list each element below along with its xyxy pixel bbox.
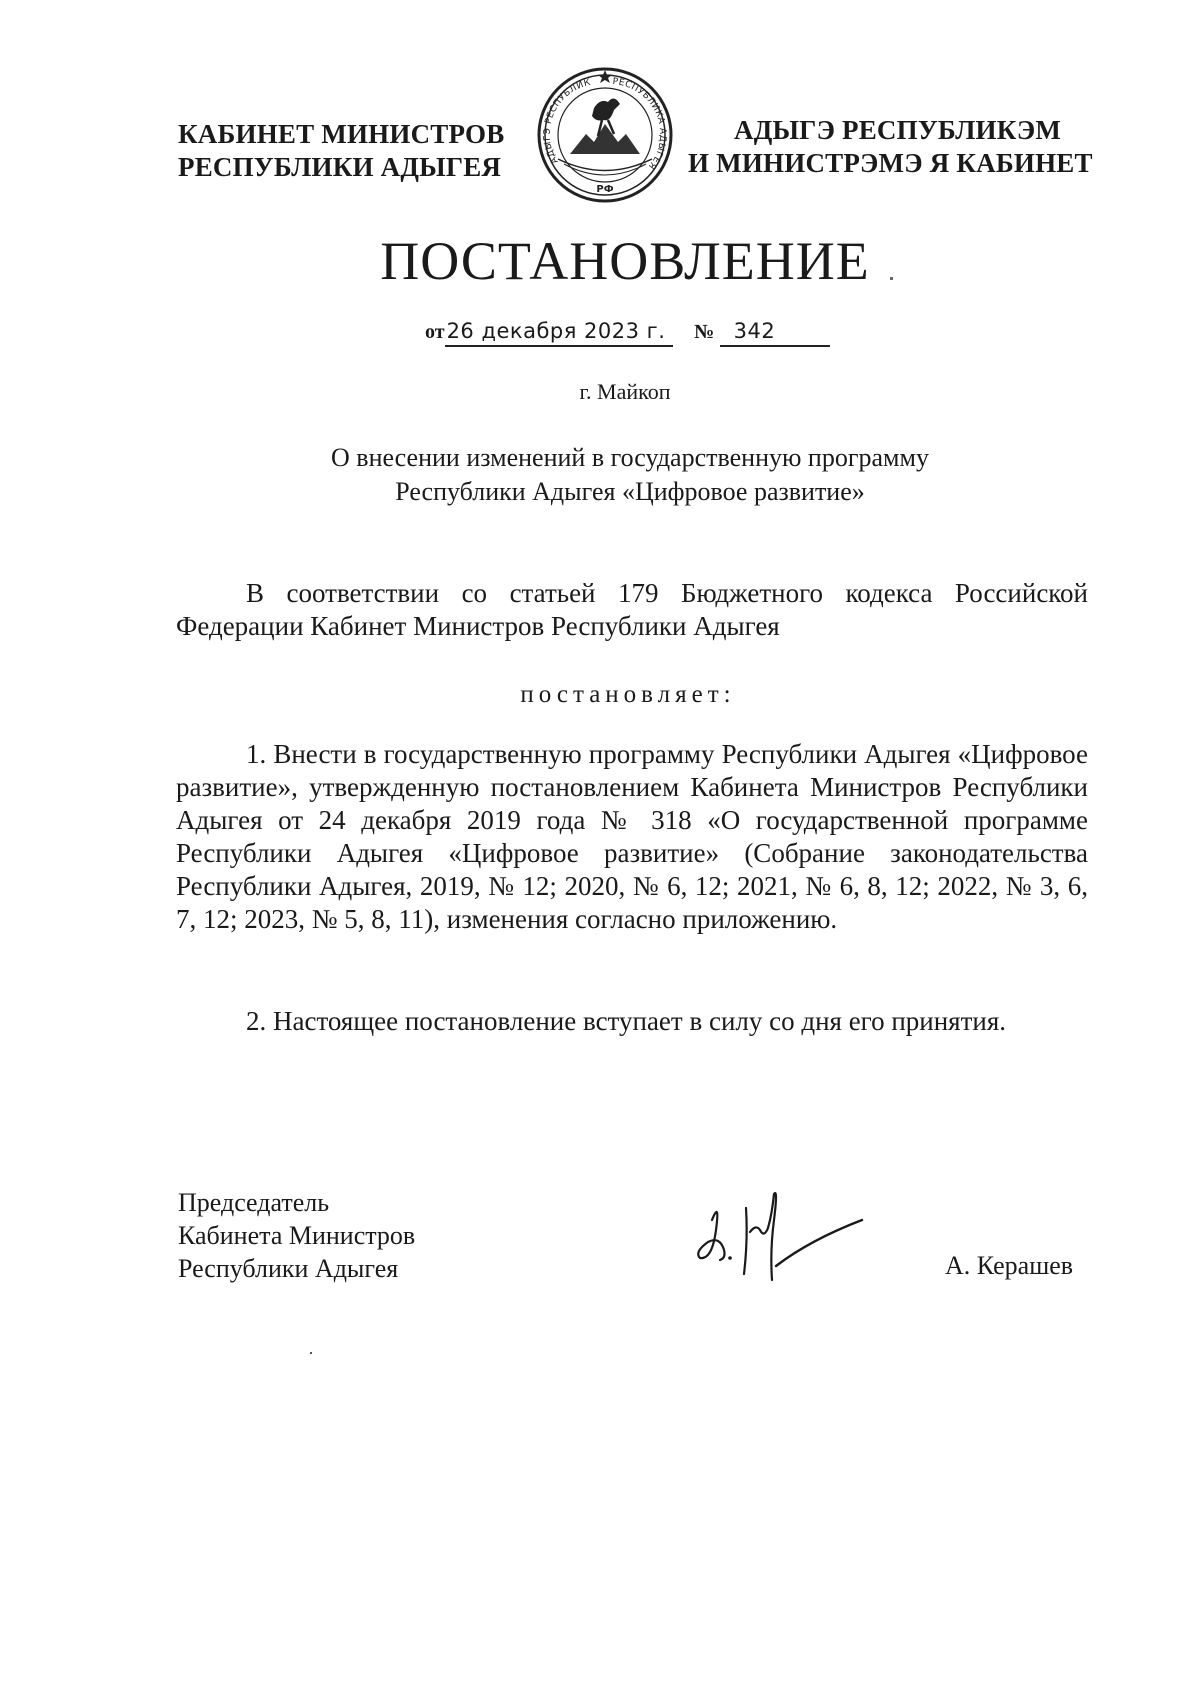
document-title: ПОСТАНОВЛЕНИЕ [380, 231, 870, 291]
speck [310, 1352, 312, 1354]
issuer-adyghe-line-1: АДЫГЭ РЕСПУБЛИКЭМ [734, 115, 1062, 145]
item-1 [176, 738, 1088, 936]
item-2 [176, 1005, 1088, 1038]
document-subject [0, 441, 1200, 509]
emblem-text-left: АДЫГЭ РЕСПУБЛИК [542, 77, 592, 166]
signatory-title-line-3: Республики Адыгея [178, 1254, 399, 1283]
subject-line-1: О внесении изменений в государственную программу [331, 443, 929, 472]
subject-line-2: Республики Адыгея «Цифровое развитие» [395, 477, 865, 506]
issuer-line-2: РЕСПУБЛИКИ АДЫГЕЯ [178, 152, 502, 182]
item-1-text: 1. Внести в государственную программу Республики Адыгея «Цифровое развитие», утвержденную постановлением Кабинета Министров Республики Адыгея от 24 декабря 2019 года № 318 «О государственной программе Республики Адыгея «Цифровое развитие» (Собрание законодательства Республики Адыгея, 2019, № 12; 2020, № 6, 12; 2021, № 6, 8, 12; 2022, № 3, 6, 7, 12; 2023, № 5, 8, 11), изменения согласно приложению. [176, 739, 1088, 934]
emblem-text-right: РЕСПУБЛИКА АДЫГЕЯ [612, 76, 668, 172]
issuer-name-russian [178, 118, 504, 184]
preamble [176, 577, 1088, 643]
resolves-word: постановляет: [520, 681, 736, 708]
city: г. Майкоп [579, 379, 671, 404]
emblem-text-bottom: РФ [596, 184, 614, 195]
issuer-line-1: КАБИНЕТ МИНИСТРОВ [178, 119, 505, 149]
signatory-name: А. Керашев [945, 1251, 1074, 1280]
number-value: 342 [720, 319, 830, 347]
signatory-title [178, 1186, 415, 1285]
issuer-name-adyghe [688, 114, 1093, 180]
date-label: от [425, 321, 445, 343]
signatory-title-line-2: Кабинета Министров [178, 1221, 416, 1250]
date-value: 26 декабря 2023 г. [445, 319, 673, 347]
issuer-adyghe-line-2: И МИНИСТРЭМЭ Я КАБИНЕТ [688, 148, 1093, 178]
number-label: № [694, 321, 715, 343]
preamble-text: В соответствии со статьей 179 Бюджетного кодекса Российской Федерации Кабинет Министров Республики Адыгея [176, 578, 1088, 641]
date-number-line [425, 318, 830, 347]
signatory-title-line-1: Председатель [178, 1188, 330, 1217]
handwritten-signature [690, 1180, 870, 1290]
item-2-text: 2. Настоящее постановление вступает в силу со дня его принятия. [246, 1006, 1007, 1036]
coat-of-arms-icon [534, 64, 676, 206]
speck [890, 277, 893, 280]
